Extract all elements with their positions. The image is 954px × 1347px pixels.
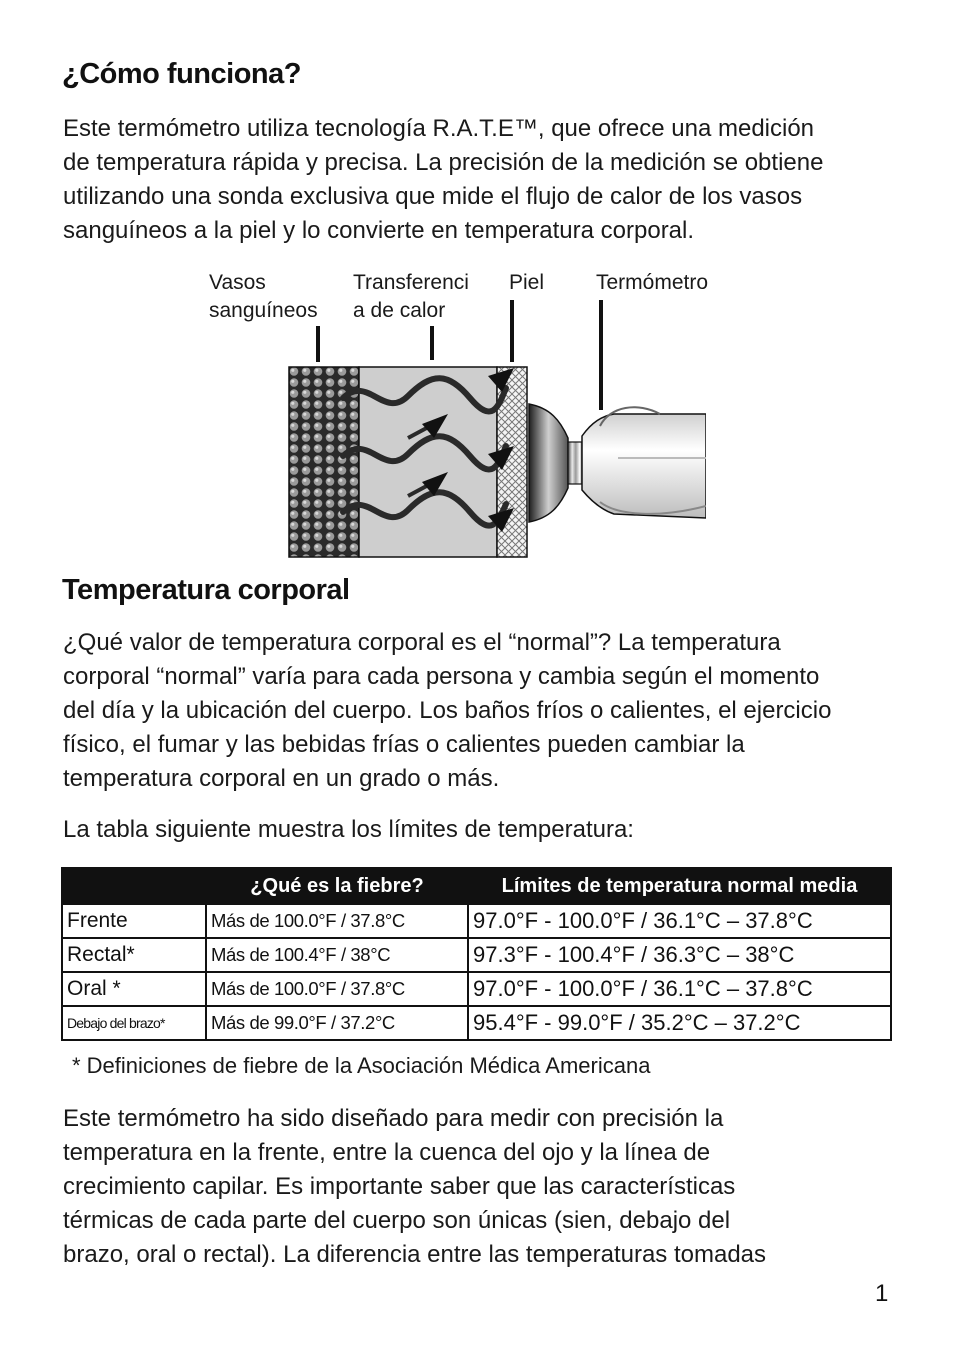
cell-site: Oral * <box>62 972 206 1006</box>
table-footnote: * Definiciones de fiebre de la Asociación Médica Americana <box>72 1053 651 1078</box>
leader-line-vessels <box>316 326 320 362</box>
header-fever: ¿Qué es la fiebre? <box>206 868 468 904</box>
paragraph-line: físico, el fumar y las bebidas frías o calientes pueden cambiar la <box>63 731 745 758</box>
cell-site: Frente <box>62 904 206 938</box>
cell-fever: Más de 100.0°F / 37.8°C <box>206 904 468 938</box>
leader-line-heat <box>430 326 434 360</box>
how-it-works-paragraph <box>63 112 895 248</box>
paragraph-line: ¿Qué valor de temperatura corporal es el “normal”? La temperatura <box>63 629 781 656</box>
page-number: 1 <box>875 1280 889 1307</box>
section-title-how-it-works: ¿Cómo funciona? <box>62 58 301 90</box>
table-row <box>62 1006 891 1040</box>
table-header-row <box>62 868 891 904</box>
body-temperature-paragraph <box>63 626 895 796</box>
section-title-body-temperature: Temperatura corporal <box>62 574 350 606</box>
temperature-table <box>61 867 892 1041</box>
label-skin: Piel <box>509 271 545 294</box>
cell-fever: Más de 100.4°F / 38°C <box>206 938 468 972</box>
paragraph-line: del día y la ubicación del cuerpo. Los baños fríos o calientes, el ejercicio <box>63 697 832 724</box>
paragraph-line: brazo, oral o rectal). La diferencia entre las temperaturas tomadas <box>63 1241 767 1268</box>
paragraph-line: Este termómetro ha sido diseñado para medir con precisión la <box>63 1105 724 1132</box>
table-intro: La tabla siguiente muestra los límites de temperatura: <box>63 816 634 843</box>
paragraph-line: crecimiento capilar. Es importante saber que las características <box>63 1173 736 1200</box>
paragraph-line: temperatura en la frente, entre la cuenca del ojo y la línea de <box>63 1139 711 1166</box>
leader-line-skin <box>510 300 514 362</box>
heat-flow-diagram <box>288 366 706 558</box>
cell-fever: Más de 100.0°F / 37.8°C <box>206 972 468 1006</box>
paragraph-line: sanguíneos a la piel y lo convierte en temperatura corporal. <box>63 217 695 244</box>
cell-range: 95.4°F - 99.0°F / 35.2°C – 37.2°C <box>468 1006 891 1040</box>
label-blood-vessels: Vasos sanguíneos <box>209 271 318 322</box>
table-row <box>62 972 891 1006</box>
header-site <box>62 868 206 904</box>
paragraph-line: Este termómetro utiliza tecnología R.A.T.E™, que ofrece una medición <box>63 115 815 142</box>
label-thermometer: Termómetro <box>596 271 709 294</box>
cell-fever: Más de 99.0°F / 37.2°C <box>206 1006 468 1040</box>
paragraph-line: temperatura corporal en un grado o más. <box>63 765 500 792</box>
cell-range: 97.0°F - 100.0°F / 36.1°C – 37.8°C <box>468 972 891 1006</box>
thermometer-probe <box>529 404 706 522</box>
label-heat-transfer: Transferenci a de calor <box>353 271 469 322</box>
paragraph-line: corporal “normal” varía para cada persona y cambia según el momento <box>63 663 820 690</box>
paragraph-line: utilizando una sonda exclusiva que mide el flujo de calor de los vasos <box>63 183 803 210</box>
thermometer-design-paragraph <box>63 1102 895 1272</box>
paragraph-line: de temperatura rápida y precisa. La precisión de la medición se obtiene <box>63 149 824 176</box>
header-normal-range: Límites de temperatura normal media <box>468 868 891 904</box>
cell-range: 97.0°F - 100.0°F / 36.1°C – 37.8°C <box>468 904 891 938</box>
paragraph-line: térmicas de cada parte del cuerpo son únicas (sien, debajo del <box>63 1207 731 1234</box>
cell-site: Debajo del brazo* <box>62 1006 206 1040</box>
cell-range: 97.3°F - 100.4°F / 36.3°C – 38°C <box>468 938 891 972</box>
cell-site: Rectal* <box>62 938 206 972</box>
table-row <box>62 938 891 972</box>
table-row <box>62 904 891 938</box>
